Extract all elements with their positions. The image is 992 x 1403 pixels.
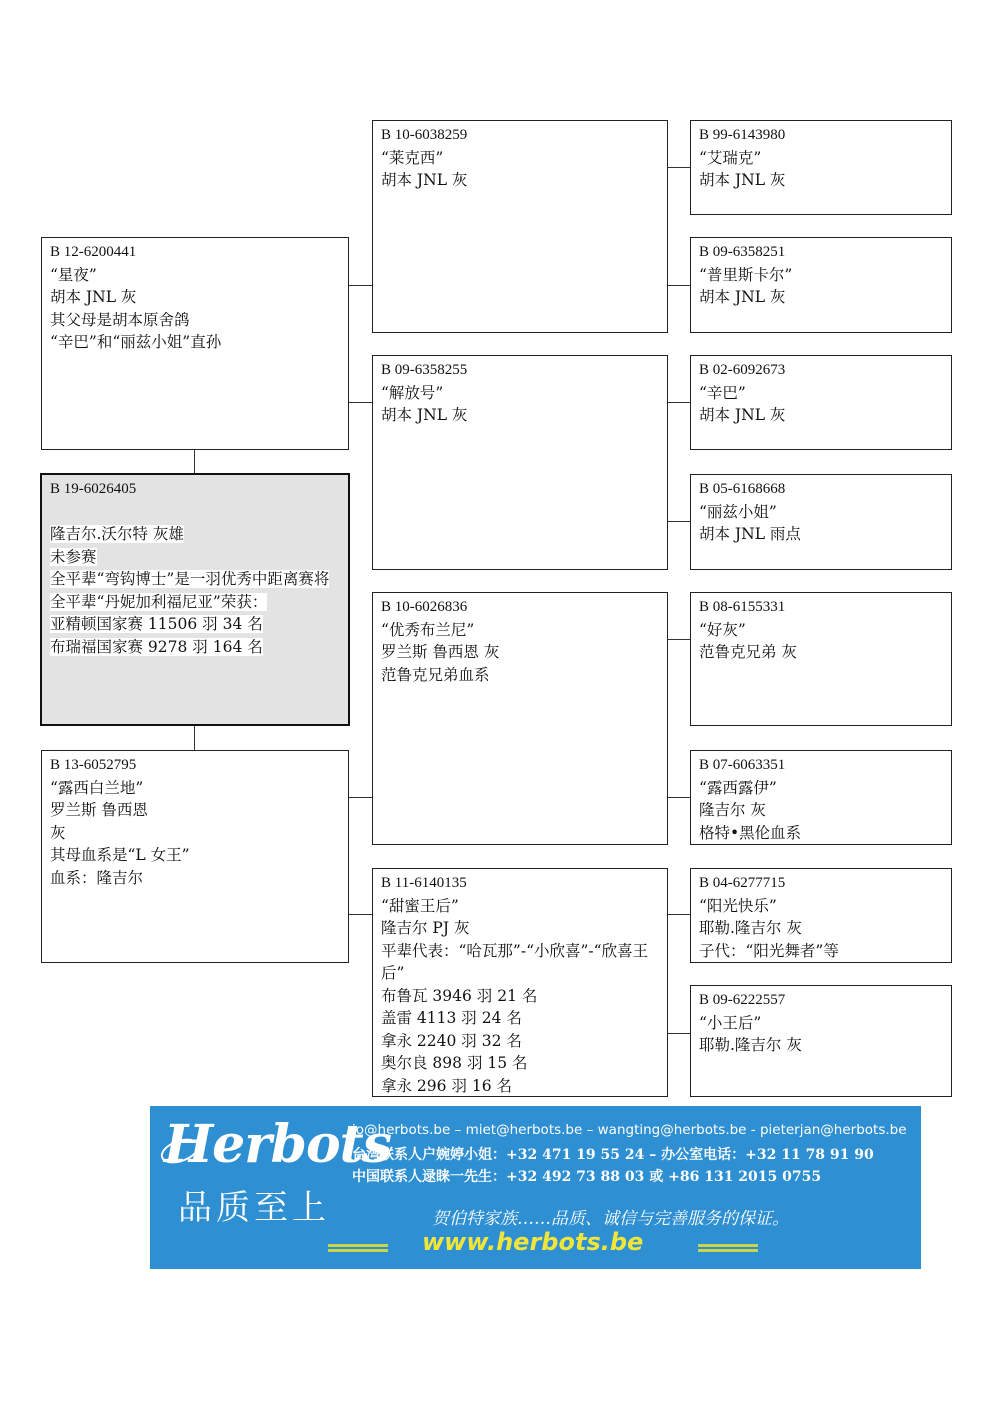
taiwan-contact: 台湾联系人户婉婷小姐：+32 471 19 55 24 – 办公室电话：+32 11 78 91 90	[352, 1147, 874, 1163]
dam-sire-card	[372, 592, 668, 845]
card-line	[50, 636, 340, 659]
race-status: 未参赛	[50, 547, 97, 566]
ring-number: B 13-6052795	[50, 757, 137, 773]
ring-number: B 09-6358251	[699, 244, 786, 260]
email-list: jo@herbots.be – miet@herbots.be – wangting@herbots.be - pieterjan@herbots.be	[352, 1122, 907, 1138]
great-grandparent-card	[690, 592, 952, 726]
card-line: 灰	[50, 823, 66, 842]
card-line: 耶勒.隆吉尔 灰	[699, 1036, 802, 1054]
pigeon-name: “小王后”	[699, 1013, 762, 1032]
card-line: 隆吉尔 PJ 灰	[381, 919, 470, 937]
great-grandparent-card	[690, 237, 952, 333]
connector-line	[667, 402, 690, 403]
great-grandparent-card	[690, 985, 952, 1097]
sibling-note: 全平辈“弯钩博士”是一羽优秀中距离赛将	[50, 570, 330, 588]
card-line: 隆吉尔 灰	[699, 801, 766, 819]
slogan: 品质至上	[178, 1188, 330, 1228]
subject-card	[40, 473, 350, 726]
card-line: “辛巴”和“丽兹小姐”直孙	[50, 333, 222, 351]
card-line: 子代：“阳光舞者”等	[699, 941, 839, 960]
website-link[interactable]: www.herbots.be	[422, 1228, 644, 1256]
sire-card	[41, 237, 349, 450]
card-line: 胡本 JNL 灰	[381, 171, 468, 189]
herbots-banner	[150, 1106, 921, 1269]
pigeon-name: “莱克西”	[381, 148, 444, 167]
pigeon-name: “好灰”	[699, 620, 746, 639]
card-line	[50, 568, 340, 591]
card-line: 其父母是胡本原舍鸽	[50, 310, 190, 329]
connector-line	[194, 725, 195, 750]
card-line: 胡本 JNL 灰	[699, 406, 786, 424]
decorative-bar	[328, 1244, 388, 1247]
card-line: 罗兰斯 鲁西恩 灰	[381, 643, 500, 661]
ring-number: B 02-6092673	[699, 362, 786, 378]
connector-line	[667, 1033, 690, 1034]
card-line	[50, 501, 340, 524]
card-line: 胡本 JNL 灰	[699, 171, 786, 189]
pigeon-name: “解放号”	[381, 383, 444, 402]
ring-number: B 07-6063351	[699, 757, 786, 773]
connector-line	[348, 285, 372, 286]
race-result: 拿永 2240 羽 32 名	[381, 1031, 522, 1050]
race-result: 盖雷 4113 羽 24 名	[381, 1009, 522, 1027]
pigeon-name: “丽兹小姐”	[699, 502, 777, 521]
pigeon-name: “星夜”	[50, 265, 97, 284]
great-grandparent-card	[690, 355, 952, 450]
china-contact: 中国联系人逯睐一先生：+32 492 73 88 03 或 +86 131 2015 0755	[352, 1169, 822, 1185]
ring-number: B 11-6140135	[381, 875, 467, 891]
connector-line	[348, 797, 372, 798]
sibling-note: 全平辈“丹妮加利福尼亚”荣获：	[50, 592, 268, 611]
pigeon-name: “辛巴”	[699, 383, 746, 402]
pigeon-name: “优秀布兰尼”	[381, 620, 475, 639]
ring-number: B 04-6277715	[699, 875, 786, 891]
great-grandparent-card	[690, 120, 952, 215]
card-line: 胡本 JNL 灰	[699, 288, 786, 306]
pigeon-name: “阳光快乐”	[699, 896, 777, 915]
connector-line	[194, 449, 195, 474]
card-line: 胡本 JNL 雨点	[699, 525, 801, 543]
card-line: 范鲁克兄弟血系	[381, 665, 490, 684]
card-line	[50, 613, 340, 636]
pigeon-name: “甜蜜王后”	[381, 896, 459, 915]
herbots-logo: Herbots	[164, 1114, 391, 1175]
card-line: 罗兰斯 鲁西恩	[50, 801, 148, 819]
great-grandparent-card	[690, 868, 952, 963]
ring-number: B 09-6222557	[699, 992, 786, 1008]
ring-number: B 09-6358255	[381, 362, 468, 378]
card-line: 胡本 JNL 灰	[50, 288, 137, 306]
card-line: 耶勒.隆吉尔 灰	[699, 919, 802, 937]
race-result: 布瑞福国家赛 9278 羽 164 名	[50, 637, 263, 656]
ring-number: B 10-6038259	[381, 127, 468, 143]
great-grandparent-card	[690, 474, 952, 570]
pigeon-name: “普里斯卡尔”	[699, 265, 793, 284]
breeder-color-sex: 隆吉尔.沃尔特 灰雄	[50, 525, 184, 543]
pigeon-name: “露西露伊”	[699, 778, 777, 797]
ring-number: B 10-6026836	[381, 599, 468, 615]
sire-sire-card	[372, 120, 668, 333]
dam-dam-card	[372, 868, 668, 1097]
connector-line	[667, 914, 690, 915]
ring-number: B 05-6168668	[699, 481, 786, 497]
card-line: 血系：隆吉尔	[50, 868, 144, 887]
ring-number: B 08-6155331	[699, 599, 786, 615]
race-result: 布鲁瓦 3946 羽 21 名	[381, 986, 538, 1005]
sire-dam-card	[372, 355, 668, 570]
race-result: 亚精顿国家赛 11506 羽 34 名	[50, 615, 263, 633]
pigeon-name: “艾瑞克”	[699, 148, 762, 167]
card-line: 范鲁克兄弟 灰	[699, 643, 797, 661]
motto: 贺伯特家族……品质、诚信与完善服务的保证。	[432, 1209, 789, 1229]
great-grandparent-card	[690, 750, 952, 845]
dam-card	[41, 750, 349, 963]
card-line	[50, 546, 340, 569]
ring-number: B 19-6026405	[50, 481, 137, 497]
ring-number: B 12-6200441	[50, 244, 137, 260]
card-line: 胡本 JNL 灰	[381, 406, 468, 424]
connector-line	[667, 521, 690, 522]
card-line: 其母血系是“L 女王”	[50, 846, 190, 864]
card-line	[50, 523, 340, 546]
connector-line	[667, 167, 690, 168]
connector-line	[667, 639, 690, 640]
race-result: 奥尔良 898 羽 15 名	[381, 1054, 528, 1072]
connector-line	[667, 285, 690, 286]
decorative-bar	[698, 1244, 758, 1247]
card-line	[50, 591, 340, 614]
pigeon-name: “露西白兰地”	[50, 778, 144, 797]
connector-line	[667, 797, 690, 798]
card-line: 格特•黑伦血系	[699, 823, 802, 842]
ring-number: B 99-6143980	[699, 127, 786, 143]
connector-line	[348, 402, 372, 403]
card-line: 平辈代表：“哈瓦那”-“小欣喜”-“欣喜王后”	[381, 941, 649, 982]
race-result: 拿永 296 羽 16 名	[381, 1076, 513, 1095]
connector-line	[348, 914, 372, 915]
